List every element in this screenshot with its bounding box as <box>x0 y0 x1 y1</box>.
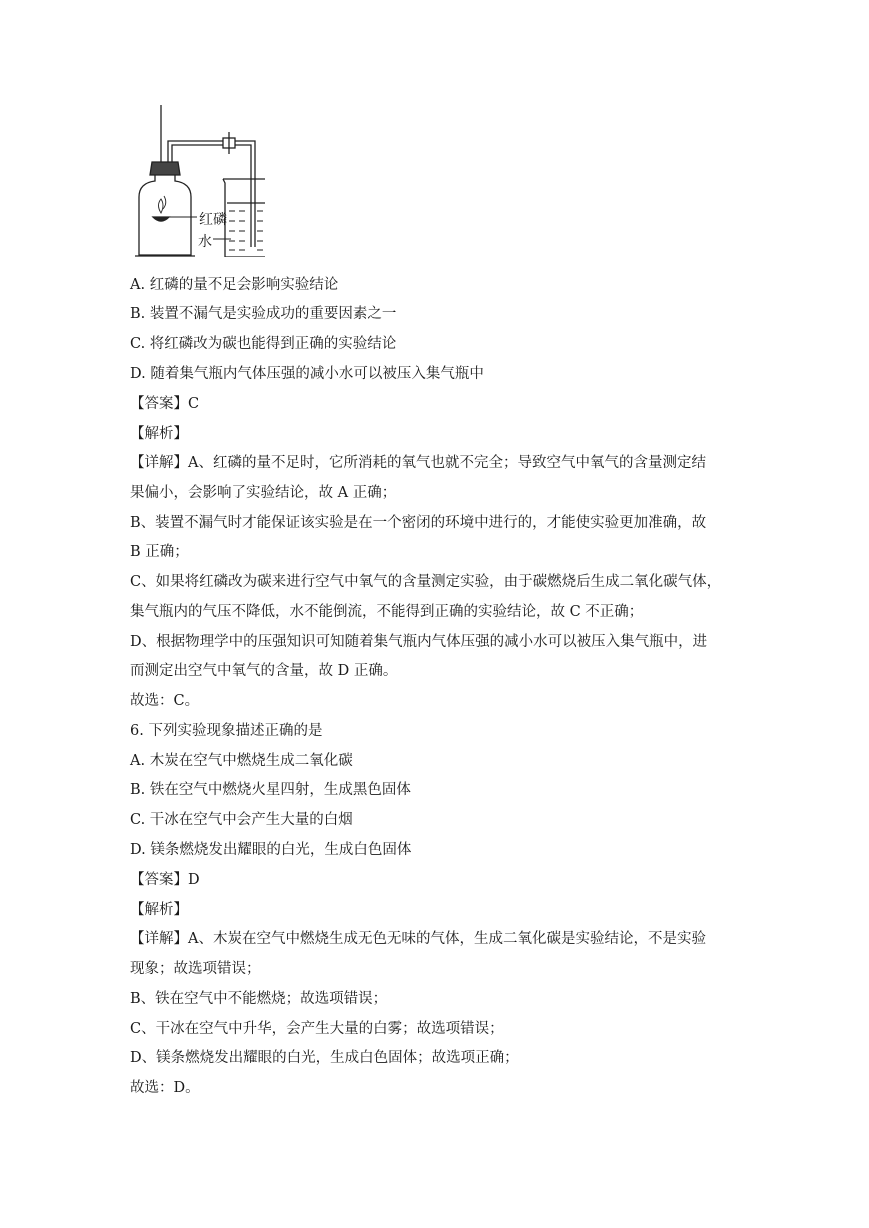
text-line: D. 随着集气瓶内气体压强的减小水可以被压入集气瓶中 <box>130 366 484 382</box>
text-line: 6. 下列实验现象描述正确的是 <box>130 723 323 739</box>
text-line: C、如果将红磷改为碳来进行空气中氧气的含量测定实验，由于碳燃烧后生成二氧化碳气体， <box>130 574 722 590</box>
text-line: A. 红磷的量不足会影响实验结论 <box>130 277 339 293</box>
experiment-apparatus-figure <box>135 105 265 257</box>
text-line: A. 木炭在空气中燃烧生成二氧化碳 <box>130 753 353 769</box>
text-line: 【解析】 <box>130 426 188 442</box>
text-line: B、装置不漏气时才能保证该实验是在一个密闭的环境中进行的，才能使实验更加准确，故 <box>130 515 707 531</box>
text-line: D、镁条燃烧发出耀眼的白光，生成白色固体；故选项正确； <box>130 1050 519 1066</box>
text-line: B. 铁在空气中燃烧火星四射，生成黑色固体 <box>130 782 411 798</box>
text-line: 现象；故选项错误； <box>130 961 261 977</box>
text-line: 【详解】A、木炭在空气中燃烧生成无色无味的气体，生成二氧化碳是实验结论，不是实验 <box>130 931 706 947</box>
text-line: 集气瓶内的气压不降低，水不能倒流，不能得到正确的实验结论，故 C 不正确； <box>130 604 644 620</box>
text-line: B 正确； <box>130 544 189 560</box>
text-line: 【详解】A、红磷的量不足时，它所消耗的氧气也就不完全；导致空气中氧气的含量测定结 <box>130 455 706 471</box>
text-line: 而测定出空气中氧气的含量，故 D 正确。 <box>130 663 398 679</box>
label-red-phosphorus: 红磷 <box>199 212 227 228</box>
text-line: 【解析】 <box>130 902 188 918</box>
text-line: C、干冰在空气中升华，会产生大量的白雾；故选项错误； <box>130 1021 504 1037</box>
text-line: C. 干冰在空气中会产生大量的白烟 <box>130 812 353 828</box>
text-line: 【答案】D <box>130 872 200 888</box>
text-line: D. 镁条燃烧发出耀眼的白光，生成白色固体 <box>130 842 412 858</box>
label-water: 水 <box>198 234 212 250</box>
text-line: 果偏小，会影响了实验结论，故 A 正确； <box>130 485 397 501</box>
text-line: B、铁在空气中不能燃烧；故选项错误； <box>130 991 388 1007</box>
text-line: D、根据物理学中的压强知识可知随着集气瓶内气体压强的减小水可以被压入集气瓶中，进 <box>130 634 708 650</box>
text-line: 故选：C。 <box>130 693 200 709</box>
text-line: 【答案】C <box>130 396 200 412</box>
text-line: B. 装置不漏气是实验成功的重要因素之一 <box>130 306 397 322</box>
text-line: 故选：D。 <box>130 1080 200 1096</box>
text-line: C. 将红磷改为碳也能得到正确的实验结论 <box>130 336 397 352</box>
